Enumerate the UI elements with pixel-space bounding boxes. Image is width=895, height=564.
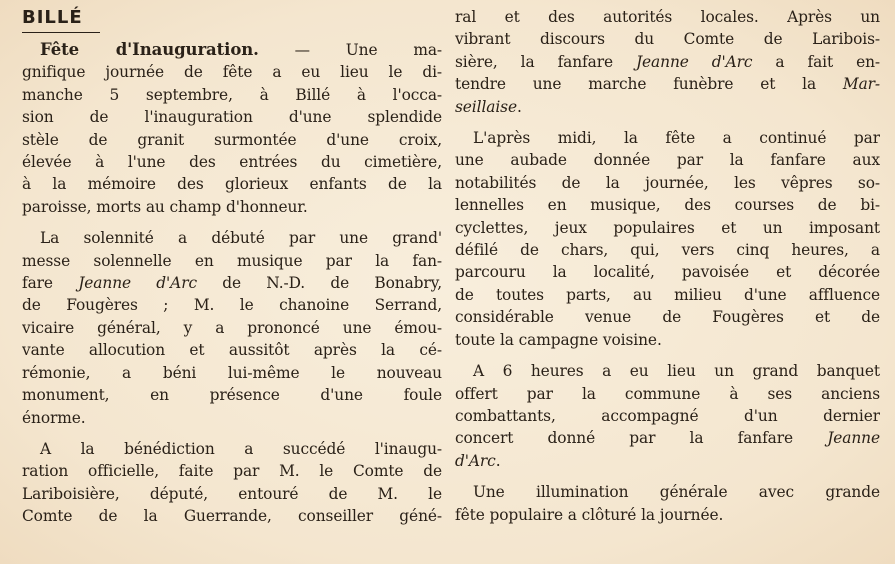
line-text: ral et des autorités locales. Après un xyxy=(455,8,880,26)
line-text: A la bénédiction a succédé l'inaugu- xyxy=(40,439,442,458)
line-text: monument, en présence d'une foule xyxy=(22,386,442,405)
line-text: vibrant discours du Comte de Laribois- xyxy=(455,30,880,49)
line-text: rémonie, a béni lui-même le nouveau xyxy=(22,363,442,382)
right-column-text xyxy=(455,6,880,526)
section-heading: BILLÉ xyxy=(22,7,83,28)
text-line xyxy=(22,438,442,460)
text-line xyxy=(22,294,442,316)
line-text: à la mémoire des glorieux enfants de la xyxy=(22,175,442,194)
italic-text: Jeanne d'Arc xyxy=(78,274,197,293)
text-line xyxy=(22,272,442,294)
text-line xyxy=(455,149,880,171)
text-line xyxy=(455,73,880,95)
line-text: notabilités de la journée, les vêpres so- xyxy=(455,173,880,192)
text-line xyxy=(455,51,880,73)
line-text: une aubade donnée par la fanfare aux xyxy=(455,151,880,170)
line-text: cyclettes, jeux populaires et un imposant xyxy=(455,218,880,237)
line-text: considérable venue de Fougères et de xyxy=(455,308,880,327)
line-text: Lariboisière, député, entouré de M. le xyxy=(22,484,442,503)
text-line xyxy=(22,317,442,339)
left-column-text xyxy=(22,39,442,528)
line-text: vicaire général, y a prononcé une émou- xyxy=(22,318,442,337)
text-line xyxy=(22,407,442,429)
text-line xyxy=(22,227,442,249)
line-text: élevée à l'une des entrées du cimetière, xyxy=(22,153,442,172)
text-line xyxy=(455,427,880,449)
article-title: Fête d'Inauguration. xyxy=(40,40,259,59)
text-line xyxy=(22,173,442,195)
text-line xyxy=(22,151,442,173)
left-column xyxy=(22,6,442,528)
line-text: tendre une marche funèbre et la xyxy=(455,75,843,94)
line-text: Une ma- xyxy=(345,41,442,59)
line-text: énorme. xyxy=(22,408,86,427)
text-line xyxy=(455,306,880,328)
line-text: fare xyxy=(22,274,79,293)
line-text: de N.-D. de Bonabry, xyxy=(196,274,442,293)
line-text: La solennité a débuté par une grand' xyxy=(40,229,442,248)
text-line xyxy=(455,405,880,427)
text-line xyxy=(455,217,880,239)
text-line xyxy=(22,505,442,527)
text-line xyxy=(22,61,442,83)
line-text: sion de l'inauguration d'une splendide xyxy=(22,108,442,127)
text-line xyxy=(22,106,442,128)
line-text: défilé de chars, qui, vers cinq heures, a xyxy=(455,241,880,260)
line-text: de Fougères ; M. le chanoine Serrand, xyxy=(22,296,442,315)
text-line xyxy=(455,481,880,503)
line-text: Comte de la Guerrande, conseiller géné- xyxy=(22,507,442,526)
text-line xyxy=(455,127,880,149)
line-text: . xyxy=(495,451,501,470)
text-line xyxy=(455,6,880,28)
italic-text: Mar- xyxy=(842,75,880,94)
text-line xyxy=(22,129,442,151)
line-text: L'après midi, la fête a continué par xyxy=(473,129,880,148)
text-line xyxy=(455,239,880,261)
line-text: paroisse, morts au champ d'honneur. xyxy=(22,197,308,216)
line-text: parcouru la localité, pavoisée et décorée xyxy=(455,263,880,282)
italic-text: d'Arc xyxy=(455,451,496,470)
line-text: messe solennelle en musique par la fan- xyxy=(22,251,442,270)
line-text: Une illumination générale avec grande xyxy=(473,483,880,502)
text-line xyxy=(455,329,880,351)
text-line xyxy=(455,194,880,216)
line-text: offert par la commune à ses anciens xyxy=(455,384,880,403)
text-line xyxy=(455,383,880,405)
text-line xyxy=(455,96,880,118)
text-line xyxy=(455,28,880,50)
italic-text: Jeanne xyxy=(827,429,880,448)
line-text: vante allocution et aussitôt après la cé- xyxy=(22,341,442,360)
text-line xyxy=(455,172,880,194)
line-text: A 6 heures a eu lieu un grand banquet xyxy=(473,362,880,381)
line-text: lennelles en musique, des courses de bi- xyxy=(455,196,880,215)
text-line xyxy=(22,39,442,61)
italic-text: Jeanne d'Arc xyxy=(635,52,753,71)
text-line xyxy=(455,504,880,526)
line-text: gnifique journée de fête a eu lieu le di- xyxy=(22,63,442,82)
right-column xyxy=(455,6,880,526)
line-text: . xyxy=(516,97,522,116)
text-line xyxy=(22,196,442,218)
italic-text: seillaise xyxy=(455,97,517,116)
heading-underline xyxy=(22,32,100,33)
line-text: stèle de granit surmontée d'une croix, xyxy=(22,130,442,149)
text-line xyxy=(22,250,442,272)
title-separator: — xyxy=(258,41,346,59)
line-text: toute la campagne voisine. xyxy=(455,330,662,349)
line-text: ration officielle, faite par M. le Comte de xyxy=(22,462,442,481)
line-text: sière, la fanfare xyxy=(455,52,636,71)
line-text: combattants, accompagné d'un dernier xyxy=(455,406,880,425)
text-line xyxy=(22,384,442,406)
text-line xyxy=(455,450,880,472)
text-line xyxy=(22,339,442,361)
line-text: concert donné par la fanfare xyxy=(455,429,828,448)
text-line xyxy=(22,84,442,106)
line-text: de toutes parts, au milieu d'une affluence xyxy=(455,285,880,304)
text-line xyxy=(22,460,442,482)
text-line xyxy=(455,261,880,283)
line-text: a fait en- xyxy=(752,52,880,71)
text-line xyxy=(455,284,880,306)
line-text: manche 5 septembre, à Billé à l'occa- xyxy=(22,85,442,104)
text-line xyxy=(22,362,442,384)
line-text: fête populaire a clôturé la journée. xyxy=(455,505,724,524)
text-line xyxy=(455,360,880,382)
text-line xyxy=(22,483,442,505)
